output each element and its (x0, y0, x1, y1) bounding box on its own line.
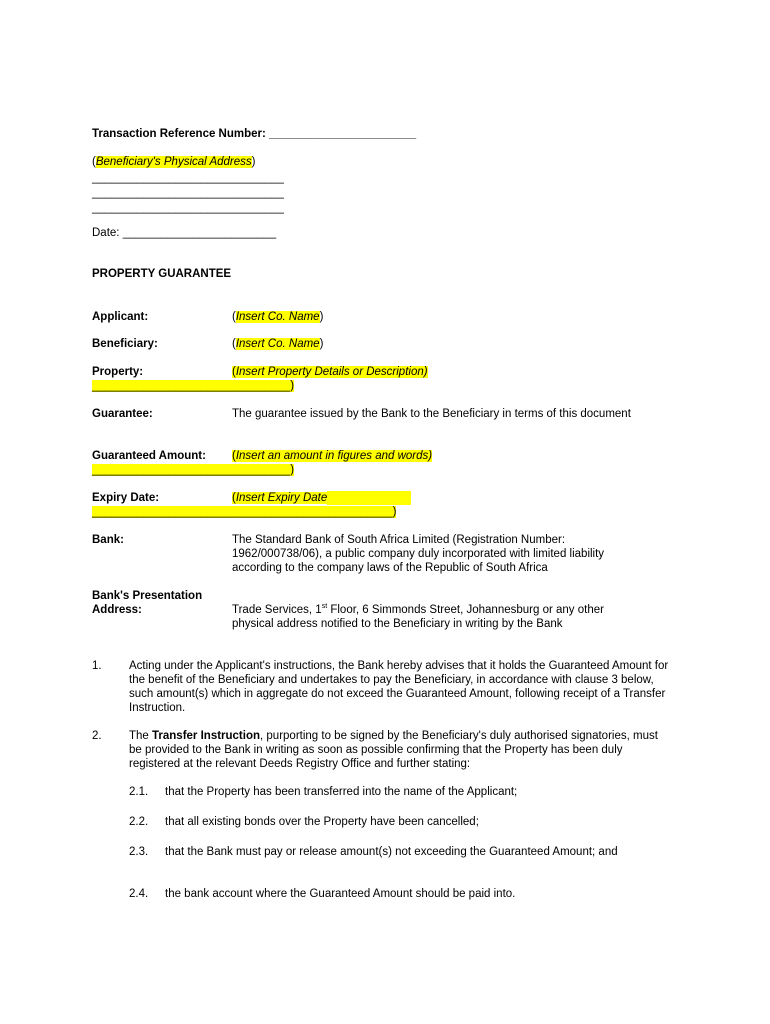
presentation-label-line-2: Address: (92, 604, 142, 616)
applicant-placeholder: Insert Co. Name (235, 311, 320, 323)
presentation-text-b: Floor, 6 Simmonds Street, Johannesburg or any other (327, 604, 604, 616)
address-close-paren: ) (251, 156, 256, 168)
property-value (232, 365, 428, 379)
open-paren: ( (232, 338, 236, 350)
subclause-2-2-text: that all existing bonds over the Property have been cancelled; (165, 816, 479, 828)
transfer-instruction-term: Transfer Instruction (152, 730, 261, 742)
subclause-2-3-text: that the Bank must pay or release amount(s) not exceeding the Guaranteed Amount; and (165, 846, 618, 858)
address-line-1: ______________________________ (92, 172, 284, 184)
presentation-address-line-2: physical address notified to the Beneficiary in writing by the Bank (232, 618, 563, 630)
presentation-address-line-1 (232, 603, 604, 617)
date-blank: ________________________ (122, 227, 277, 239)
open-paren: ( (232, 311, 236, 323)
property-blank: _______________________________ (92, 380, 291, 392)
subclause-2-1-number: 2.1. (129, 786, 149, 798)
document-title: PROPERTY GUARANTEE (92, 268, 232, 280)
beneficiary-value (232, 337, 323, 351)
property-blank-line (92, 379, 294, 393)
transaction-reference (92, 127, 416, 141)
expiry-highlight-fill (327, 491, 411, 505)
close-paren: ) (319, 338, 324, 350)
property-label: Property: (92, 366, 144, 378)
expiry-date-label-text: Expiry Date: (92, 492, 160, 504)
close-paren: ) (290, 464, 295, 476)
transaction-reference-blank: _______________________ (269, 128, 417, 140)
close-paren: ) (290, 380, 295, 392)
beneficiary-label: Beneficiary: (92, 338, 158, 350)
expiry-date-label (92, 491, 159, 505)
applicant-value (232, 310, 323, 324)
open-paren: ( (232, 492, 236, 504)
amount-blank: _______________________________ (92, 464, 291, 476)
presentation-text-a: Trade Services, 1 (232, 604, 322, 616)
date-label: Date: (92, 227, 120, 239)
beneficiary-address (92, 155, 256, 169)
clause-1-number: 1. (92, 660, 102, 672)
guaranteed-amount-value (232, 449, 432, 463)
bank-text: The Standard Bank of South Africa Limited (Registration Number: 1962/000738/06), a public company duly incorporated with limited liability according to the company laws of the Republic of South Africa (232, 534, 605, 574)
subclause-2-1-text: that the Property has been transferred into the name of the Applicant; (165, 786, 518, 798)
expiry-date-blank-line (92, 505, 396, 519)
expiry-blank: _______________________________________________ (92, 506, 393, 518)
transaction-reference-label: Transaction Reference Number: (92, 128, 266, 140)
clause-1-text: Acting under the Applicant's instructions, the Bank hereby advises that it holds the Guaranteed Amount for the benefit of the Beneficiary and undertakes to pay the Beneficiary, in accordance with clause 3 below, such amount(s) which in aggregate do not exceed the Guaranteed Amount, following receipt of a Transfer Instruction. (129, 660, 669, 714)
presentation-sup: st (321, 603, 328, 611)
open-paren: ( (232, 366, 236, 378)
beneficiary-address-placeholder: Beneficiary's Physical Address (95, 156, 252, 168)
expiry-date-placeholder: Insert Expiry Date (235, 492, 328, 504)
clause-2-body: , purporting to be signed by the Beneficiary's duly authorised signatories, must be provided to the Bank in writing as soon as possible confirming that the Property has been duly registered at the relevant Deeds Registry Office and further stating: (129, 730, 658, 770)
subclause-2-3-number: 2.3. (129, 846, 149, 858)
close-paren: ) (319, 311, 324, 323)
guarantee-text: The guarantee issued by the Bank to the Beneficiary in terms of this document (232, 408, 631, 420)
subclause-2-2-number: 2.2. (129, 816, 149, 828)
clause-2-pre: The (129, 730, 153, 742)
beneficiary-placeholder: Insert Co. Name (235, 338, 320, 350)
guaranteed-amount-label: Guaranteed Amount: (92, 450, 206, 462)
subclause-2-4-number: 2.4. (129, 888, 149, 900)
open-paren: ( (232, 450, 236, 462)
applicant-label: Applicant: (92, 311, 149, 323)
guarantee-label: Guarantee: (92, 408, 153, 420)
presentation-label-line-1: Bank's Presentation (92, 590, 203, 602)
property-placeholder: Insert Property Details or Description) (235, 366, 428, 378)
address-open-paren: ( (92, 156, 96, 168)
address-line-3: ______________________________ (92, 202, 284, 214)
subclause-2-4-text: the bank account where the Guaranteed Amount should be paid into. (165, 888, 516, 900)
guaranteed-amount-blank-line (92, 463, 294, 477)
bank-label: Bank: (92, 534, 124, 546)
guaranteed-amount-placeholder: Insert an amount in figures and words) (235, 450, 433, 462)
date-line (92, 226, 276, 240)
clause-2-text (129, 729, 669, 771)
address-line-2: ______________________________ (92, 187, 284, 199)
clause-2-number: 2. (92, 730, 102, 742)
close-paren: ) (392, 506, 397, 518)
expiry-date-value (232, 491, 411, 505)
